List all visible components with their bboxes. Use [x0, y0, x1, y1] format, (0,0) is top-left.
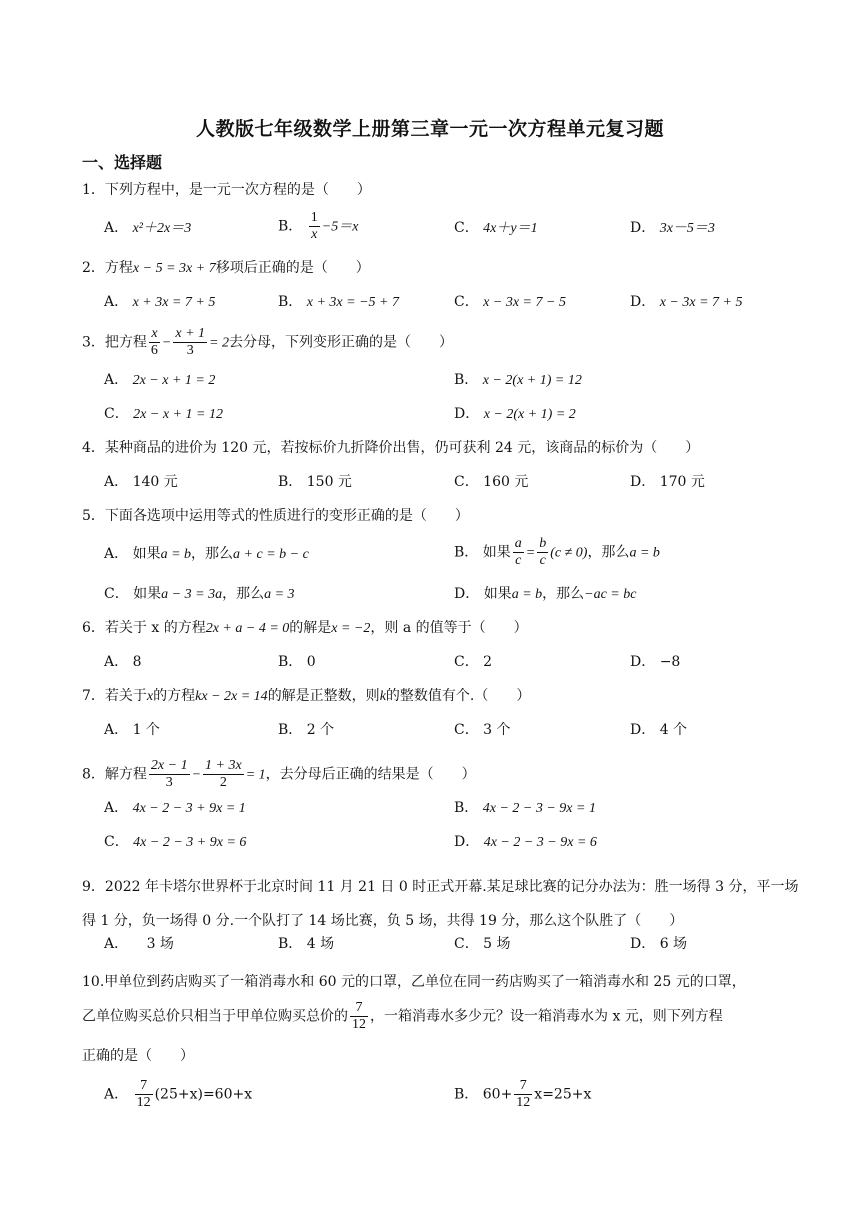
option-4d: D． 170 元	[630, 474, 705, 490]
question-1	[82, 180, 371, 200]
fraction: $\frac{x}{6}$	[150, 326, 158, 358]
question-9: 9．2022 年卡塔尔世界杯于北京时间 11 月 21 日 0 时正式开幕.某足球比赛的记分办法为：胜一场得 3 分，平一场得 1 分，负一场得 0 分.一个队打了 14 场比赛，负 5 场，共得 19 分，那么这个队胜了（ ）	[82, 879, 799, 929]
option-4b: B． 150 元	[278, 474, 352, 490]
fraction: $\frac{1 + 3x}{2}$	[205, 758, 242, 790]
option-1a: A． x²＋2x＝3	[104, 220, 192, 236]
fraction: $\frac{7}{12}$	[516, 1078, 531, 1110]
option-4c: C． 160 元	[454, 474, 529, 490]
option-1c: C． 4x＋y＝1	[454, 220, 538, 236]
option-7b: B． 2 个	[278, 722, 335, 738]
fraction: $\frac{7}{12}$	[136, 1078, 151, 1110]
question-10-line2: 乙单位购买总价只相当于甲单位购买总价的 $\frac{7}{12}$ ，一箱消毒水多少元？设一箱消毒水为 x 元，则下列方程	[82, 1000, 723, 1032]
question-2: 2．方程x − 5 = 3x + 7移项后正确的是（ ）	[82, 260, 370, 276]
question-5: 5．下面各选项中运用等式的性质进行的变形正确的是（ ）	[82, 508, 469, 524]
page-title: 人教版七年级数学上册第三章一元一次方程单元复习题	[195, 118, 664, 140]
option-1d: D． 3x－5＝3	[630, 220, 715, 236]
option-8a: A． 4x − 2 − 3 + 9x = 1	[104, 800, 246, 816]
option-2c: C． x − 3x = 7 − 5	[454, 294, 566, 310]
question-6: 6．若关于 x 的方程2x + a − 4 = 0的解是x = −2，则 a 的值等于（ ）	[82, 620, 528, 636]
question-8: 8．解方程 $\frac{2x - 1}{3}$ − $\frac{1 + 3x}{2}$ = 1，去分母后正确的结果是（ ）	[82, 758, 476, 790]
fraction: $\frac{1}{x}$	[310, 210, 318, 242]
fraction: $\frac{a}{c}$	[514, 536, 522, 568]
question-10-line3: 正确的是（ ）	[82, 1048, 194, 1064]
question-number: 1．	[82, 182, 105, 198]
fraction: $\frac{7}{12}$	[352, 1000, 366, 1032]
option-2a: A． x + 3x = 7 + 5	[104, 294, 216, 310]
option-6c: C． 2	[454, 654, 493, 670]
option-10b: B． 60+ $\frac{7}{12}$ x=25+x	[454, 1078, 592, 1110]
fraction: $\frac{x + 1}{3}$	[175, 326, 206, 358]
question-10-line1: 10.甲单位到药店购买了一箱消毒水和 60 元的口罩，乙单位在同一药店购买了一箱消毒水和 25 元的口罩，	[82, 974, 746, 990]
option-9b: B． 4 场	[278, 936, 335, 952]
option-6a: A． 8	[104, 654, 142, 670]
option-5a: A． 如果a = b，那么a + c = b − c	[104, 546, 309, 562]
option-8d: D． 4x − 2 − 3 − 9x = 6	[454, 834, 597, 850]
fraction: $\frac{2x - 1}{3}$	[150, 758, 188, 790]
option-4a: A． 140 元	[104, 474, 178, 490]
option-3a: A． 2x − x + 1 = 2	[104, 372, 216, 388]
question-3: 3．把方程 $\frac{x}{6}$ − $\frac{x + 1}{3}$ = 2去分母，下列变形正确的是（ ）	[82, 326, 453, 358]
option-7d: D． 4 个	[630, 722, 688, 738]
question-4: 4．某种商品的进价为 120 元，若按标价九折降价出售，仍可获利 24 元，该商品的标价为（ ）	[82, 440, 700, 456]
option-9c: C． 5 场	[454, 936, 511, 952]
option-2d: D． x − 3x = 7 + 5	[630, 294, 743, 310]
option-3c: C． 2x − x + 1 = 12	[104, 406, 223, 422]
option-8c: C． 4x − 2 − 3 + 9x = 6	[104, 834, 247, 850]
option-6b: B． 0	[278, 654, 316, 670]
option-5c: C． 如果a − 3 = 3a，那么a = 3	[104, 586, 295, 602]
option-7c: C． 3 个	[454, 722, 511, 738]
option-2b: B． x + 3x = −5 + 7	[278, 294, 399, 310]
option-5b: B． 如果 $\frac{a}{c}$ = $\frac{b}{c}$ (c ≠ 0)，那么a = b	[454, 536, 660, 568]
option-6d: D． −8	[630, 654, 681, 670]
option-9a: A． 3 场	[104, 936, 174, 952]
option-3d: D． x − 2(x + 1) = 2	[454, 406, 576, 422]
section-heading: 一、选择题	[82, 153, 163, 172]
option-8b: B． 4x − 2 − 3 − 9x = 1	[454, 800, 596, 816]
option-3b: B． x − 2(x + 1) = 12	[454, 372, 582, 388]
option-7a: A． 1 个	[104, 722, 160, 738]
question-7: 7．若关于x的方程kx − 2x = 14的解是正整数，则k的整数值有个.（ ）	[82, 688, 531, 704]
option-10a: A． $\frac{7}{12}$ (25+x)=60+x	[104, 1078, 253, 1110]
fraction: $\frac{b}{c}$	[539, 536, 547, 568]
question-stem: 下列方程中，是一元一次方程的是（ ）	[104, 182, 371, 198]
option-9d: D． 6 场	[630, 936, 688, 952]
option-5d: D． 如果a = b，那么−ac = bc	[454, 586, 637, 602]
option-1b: B． $\frac{1}{x}$ −5＝x	[278, 210, 359, 242]
